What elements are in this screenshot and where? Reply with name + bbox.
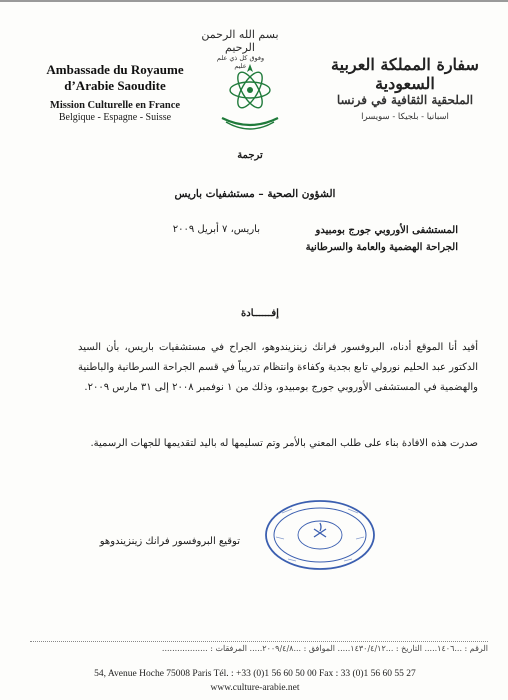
signature-line: توقيع البروفسور فرانك زينزيندوهو: [99, 536, 240, 547]
document-date: باريس، ٧ أبريل ٢٠٠٩: [172, 224, 260, 235]
footer-address: 54, Avenue Hoche 75008 Paris Tél. : +33 (0)1 56 60 50 00 Fax : 33 (0)1 56 60 55 27: [94, 669, 416, 679]
arabic-letterhead: [320, 55, 490, 122]
arabic-countries: اسبانيا - بلجيكا - سويسرا: [361, 111, 449, 122]
arabic-embassy-title: سفارة المملكة العربية السعودية: [331, 55, 479, 94]
certificate-title: إفــــــادة: [241, 308, 279, 319]
french-letterhead: [30, 62, 200, 124]
french-mission-name: Mission Culturelle en France: [49, 99, 181, 111]
french-embassy-title: Ambassade du Royaume d’Arabie Saoudite: [46, 62, 184, 94]
department-heading: الشؤون الصحية – مستشفيات باريس: [174, 188, 336, 200]
hospital-info: [258, 222, 458, 256]
basmala-calligraphy: بسم الله الرحمن الرحيم: [201, 28, 279, 54]
emblem-motto: وفوق كل ذي علم عليم: [216, 54, 265, 70]
certificate-body-paragraph-2: صدرت هذه الافادة بناء على طلب المعني بالأمر وتم تسليمها له باليد لتقديمها للجهات الرسمية.: [90, 438, 478, 449]
official-stamp-icon: [262, 497, 378, 573]
reference-line: الرقم : ...١٤٠٦..... التاريخ : ...١٤٣٠/٤/١٢..... الموافق : ...٢٠٠٩/٤/٨..... المرفقات : ..................: [30, 641, 488, 653]
arabic-mission-name: الملحقية الثقافية في فرنسا: [336, 93, 474, 108]
french-countries: Belgique - Espagne - Suisse: [58, 111, 172, 123]
hospital-department: الجراحة الهضمية والعامة والسرطانية: [305, 242, 458, 253]
certificate-body-paragraph-1: أفيد أنا الموقع أدناه، البروفسور فرانك زينزيندوهو، الجراح في مستشفيات باريس، بأن السيد الدكتور عبد الحليم نورولي تابع بجدية وكفاءة وانتظام تدريباً في قسم الجراحة السرطانية والباطنية والهضمية في المستشفى الأوروبي جورج بومبيدو، وذلك من ١ نوفمبر ٢٠٠٨ إلى ٣١ مارس ٢٠٠٩.: [78, 342, 478, 393]
footer-website: www.culture-arabie.net: [210, 683, 300, 693]
translation-label: ترجمة: [237, 150, 263, 161]
top-border: [0, 0, 508, 2]
hospital-name: المستشفى الأوروبي جورج بومبيدو: [315, 225, 458, 236]
